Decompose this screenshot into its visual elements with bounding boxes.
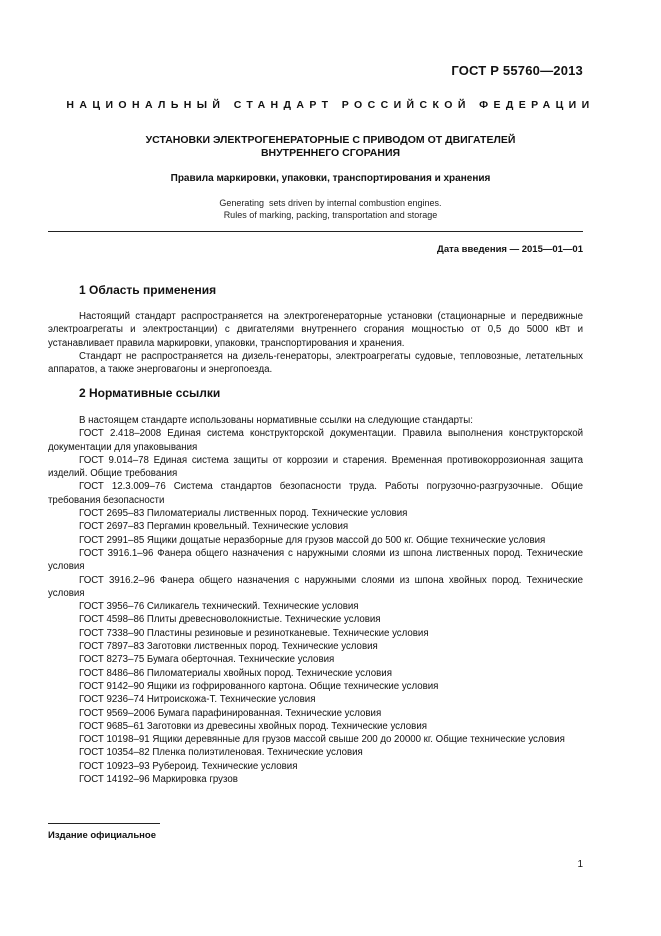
reference-item: ГОСТ 9569–2006 Бумага парафинированная. Технические условия [79, 707, 382, 719]
reference-list [48, 427, 583, 786]
reference-item: ГОСТ 3916.1–96 Фанера общего назначения с наружными слоями из шпона лиственных пород. Технические условия [48, 547, 583, 573]
reference-item: ГОСТ 4598–86 Плиты древесноволокнистые. Технические условия [79, 614, 381, 626]
reference-item: ГОСТ 2.418–2008 Единая система конструкторской документации. Правила выполнения конструкторской документации для упаковывания [48, 428, 583, 453]
reference-item: ГОСТ 9685–61 Заготовки из древесины хвойных пород. Технические условия [79, 720, 427, 732]
reference-item: ГОСТ 2695–83 Пиломатериалы лиственных пород. Технические условия [79, 508, 408, 520]
reference-item: ГОСТ 7338–90 Пластины резиновые и резинотканевые. Технические условия [79, 627, 429, 639]
introduction-date: Дата введения — 2015—01—01 [437, 244, 583, 255]
reference-item: ГОСТ 14192–96 Маркировка грузов [79, 774, 238, 786]
reference-item: ГОСТ 8486–86 Пиломатериалы хвойных пород. Технические условия [79, 667, 392, 679]
section-1-body [48, 310, 583, 376]
english-title-line-2: Rules of marking, packing, transportation and storage [223, 210, 438, 220]
page-number: 1 [577, 859, 583, 870]
reference-item: ГОСТ 9236–74 Нитроискожа-Т. Технические условия [79, 694, 316, 706]
english-title-line-1: Generating sets driven by internal combustion engines. [219, 198, 442, 208]
section-2-body [48, 414, 583, 786]
reference-item: ГОСТ 2697–83 Пергамин кровельный. Технические условия [79, 521, 349, 533]
reference-item: ГОСТ 3916.2–96 Фанера общего назначения с наружными слоями из шпона хвойных пород. Технические условия [48, 574, 583, 599]
title-line-1: УСТАНОВКИ ЭЛЕКТРОГЕНЕРАТОРНЫЕ С ПРИВОДОМ ОТ ДВИГАТЕЛЕЙ [145, 134, 516, 146]
official-edition-label: Издание официальное [48, 830, 156, 841]
reference-item: ГОСТ 7897–83 Заготовки лиственных пород. Технические условия [79, 641, 378, 653]
section-2-intro: В настоящем стандарте использованы нормативные ссылки на следующие стандарты: [79, 415, 473, 426]
document-title [48, 134, 613, 160]
reference-item: ГОСТ 12.3.009–76 Система стандартов безопасности труда. Работы погрузочно-разгрузочные. Общие требования безопасности [48, 481, 583, 506]
reference-item: ГОСТ 10198–91 Ящики деревянные для грузов массой свыше 200 до 20000 кг. Общие технические условия [79, 734, 565, 746]
standard-number: ГОСТ Р 55760—2013 [451, 63, 583, 78]
reference-item: ГОСТ 9142–90 Ящики из гофрированного картона. Общие технические условия [79, 680, 439, 692]
reference-item: ГОСТ 2991–85 Ящики дощатые неразборные для грузов массой до 500 кг. Общие технические условия [79, 534, 546, 546]
section-1-heading: 1 Область применения [79, 283, 217, 297]
national-standard-title: НАЦИОНАЛЬНЫЙ СТАНДАРТ РОССИЙСКОЙ ФЕДЕРАЦИИ [66, 99, 595, 111]
reference-item: ГОСТ 3956–76 Силикагель технический. Технические условия [79, 601, 359, 613]
document-subtitle: Правила маркировки, упаковки, транспортирования и хранения [170, 173, 491, 184]
reference-item: ГОСТ 10354–82 Пленка полиэтиленовая. Технические условия [79, 747, 363, 759]
reference-item: ГОСТ 10923–93 Рубероид. Технические условия [79, 760, 298, 772]
section-1-paragraph-2: Стандарт не распространяется на дизель-генераторы, электроагрегаты судовые, тепловозные, летательных аппаратов, а также энерговагоны и энергопоезда. [48, 350, 583, 376]
reference-item: ГОСТ 8273–75 Бумага оберточная. Технические условия [79, 654, 335, 666]
title-line-2: ВНУТРЕННЕГО СГОРАНИЯ [260, 147, 401, 159]
reference-item: ГОСТ 9.014–78 Единая система защиты от коррозии и старения. Временная противокоррозионная защита изделий. Общие требования [48, 454, 583, 480]
section-2-heading: 2 Нормативные ссылки [79, 386, 221, 400]
footer-divider [48, 823, 160, 824]
title-divider [48, 231, 583, 232]
section-1-paragraph-1: Настоящий стандарт распространяется на электрогенераторные установки (стационарные и передвижные электроагрегаты и электростанции) с двигателями внутреннего сгорания мощностью от 0,5 до 5000 кВт и устанавливает правила маркировки, упаковки, транспортирования и хранения. [48, 311, 583, 349]
english-title [48, 197, 613, 221]
